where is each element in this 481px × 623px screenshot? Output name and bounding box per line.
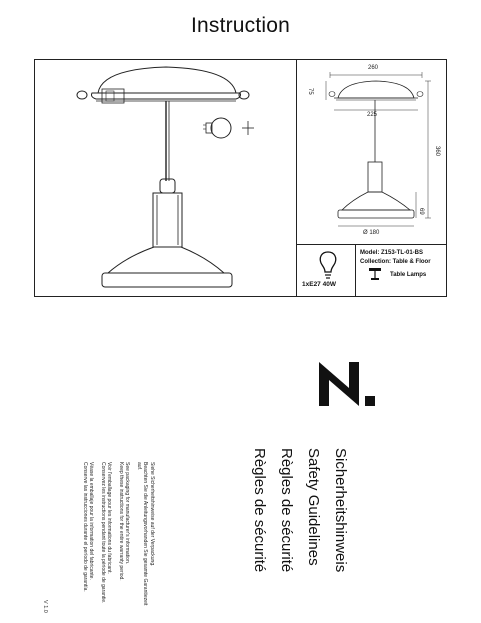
note-line: Keep these instructions for the entire warranty period. bbox=[118, 462, 124, 581]
note-line: Véase la emballaje pour la information del fabricante. bbox=[88, 462, 94, 580]
page-title: Instruction bbox=[190, 14, 291, 37]
note-line: Conservez les instructions pendant toute la période de garantie. bbox=[100, 462, 106, 604]
note-line: Conserve las instrucciones durante el período de garantía. bbox=[82, 462, 88, 592]
version-label: V 1.0 bbox=[42, 600, 48, 613]
lamp-type-label: Table Lamps bbox=[390, 272, 427, 278]
dim-shade-width: 260 bbox=[368, 65, 379, 71]
collection-label: Collection: Table & Floor bbox=[360, 259, 431, 265]
heading-de: Sicherheitshinweis bbox=[332, 448, 349, 573]
note-line: Beachten Sie die Anleitungsvorhanden Sie gesamte Garantiezeit bbox=[142, 462, 148, 606]
dim-shade-height: 75 bbox=[307, 88, 313, 95]
heading-fr-2: Règles de sécurité bbox=[251, 448, 268, 573]
bulb-spec: 1xE27 40W bbox=[302, 281, 336, 288]
heading-fr: Règles de sécurité bbox=[278, 448, 295, 573]
dim-total-height: 360 bbox=[434, 146, 440, 157]
note-line: See packaging for manufacturer's information. bbox=[124, 462, 130, 565]
model-label: Model: Z153-TL-01-BS bbox=[360, 250, 424, 256]
heading-en: Safety Guidelines bbox=[305, 448, 322, 566]
note-line: Voir l'emballage pour les informations du fabricant. bbox=[106, 462, 112, 574]
dim-base-height: 69 bbox=[418, 208, 424, 215]
dim-base-diameter: Ø 180 bbox=[363, 230, 380, 236]
note-line: auf. bbox=[136, 462, 142, 471]
note-line: Siehe Sicherheitshinweise auf der Verpackung. bbox=[149, 462, 155, 567]
dim-shade-inner: 225 bbox=[367, 112, 378, 118]
